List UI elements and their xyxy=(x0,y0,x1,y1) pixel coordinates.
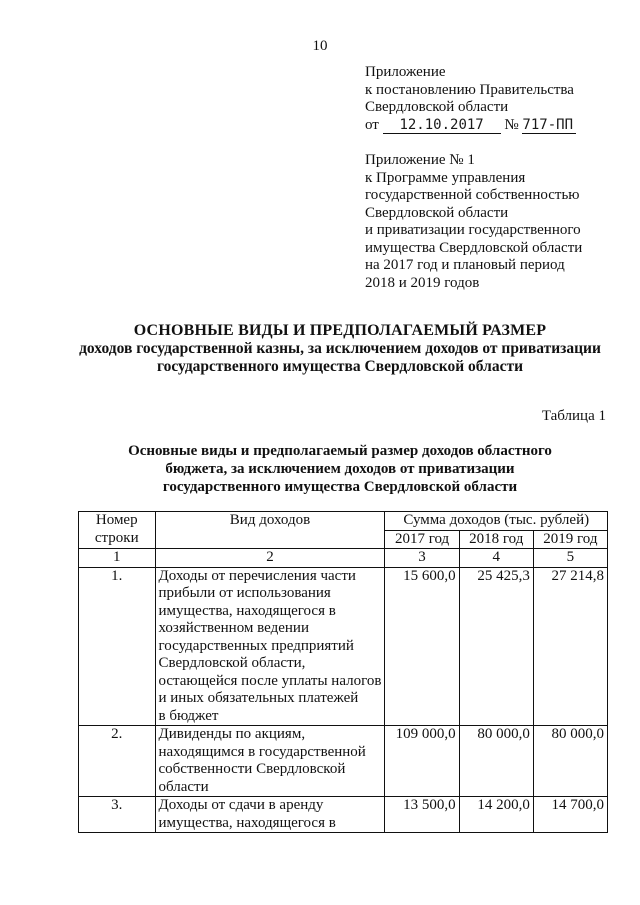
value-2018: 14 200,0 xyxy=(459,797,533,833)
header-kind: Вид доходов xyxy=(155,512,385,549)
column-index: 2 xyxy=(155,549,385,568)
column-index: 5 xyxy=(533,549,607,568)
program-appendix-line: на 2017 год и плановый период xyxy=(365,257,565,273)
main-title-line: доходов государственной казны, за исключением доходов от приватизации xyxy=(79,340,601,357)
value-2019: 14 700,0 xyxy=(533,797,607,833)
main-title-line: ОСНОВНЫЕ ВИДЫ И ПРЕДПОЛАГАЕМЫЙ РАЗМЕР xyxy=(133,322,547,339)
row-number: 1. xyxy=(79,567,156,726)
value-2017: 109 000,0 xyxy=(385,726,459,797)
column-index-row xyxy=(79,549,608,568)
value-2017: 13 500,0 xyxy=(385,797,459,833)
header-year: 2018 год xyxy=(459,530,533,549)
income-kind: Доходы от сдачи в аренду имущества, находящегося в xyxy=(155,797,385,833)
income-table xyxy=(78,511,608,833)
column-index: 4 xyxy=(459,549,533,568)
page-number: 10 xyxy=(312,38,328,54)
date-prefix: от xyxy=(365,116,379,133)
program-appendix xyxy=(365,152,582,292)
main-title xyxy=(40,322,640,376)
appendix-line: Приложение xyxy=(365,64,446,80)
program-appendix-line: 2018 и 2019 годов xyxy=(365,274,480,291)
table-title-line: государственного имущества Свердловской области xyxy=(162,479,518,495)
header-year: 2019 год xyxy=(533,530,607,549)
resolution-date-number xyxy=(365,117,576,135)
resolution-date: 12.10.2017 xyxy=(383,118,501,134)
income-kind: Доходы от перечисления части прибыли от использования имущества, находящегося в хозяйственном ведении государственных предприятий Свердловской области, остающейся после уплаты налогов и иных обязательных платежей в бюджет xyxy=(155,567,385,726)
table-label: Таблица 1 xyxy=(541,408,606,424)
resolution-number: 717-ПП xyxy=(522,118,576,134)
table-row xyxy=(79,726,608,797)
program-appendix-line: Приложение № 1 xyxy=(365,152,475,168)
program-appendix-line: к Программе управления xyxy=(365,169,526,186)
income-kind: Дивиденды по акциям, находящимся в государственной собственности Свердловской области xyxy=(155,726,385,797)
program-appendix-line: Свердловской области xyxy=(365,204,509,221)
column-index: 3 xyxy=(385,549,459,568)
program-appendix-line: имущества Свердловской области xyxy=(365,239,583,256)
header-sum: Сумма доходов (тыс. рублей) xyxy=(385,512,608,531)
table-header-row xyxy=(79,512,608,531)
table-row xyxy=(79,797,608,833)
program-appendix-line: и приватизации государственного xyxy=(365,222,581,238)
header-year: 2017 год xyxy=(385,530,459,549)
row-number: 2. xyxy=(79,726,156,797)
government-resolution-appendix xyxy=(365,64,576,134)
value-2017: 15 600,0 xyxy=(385,567,459,726)
value-2019: 27 214,8 xyxy=(533,567,607,726)
table-title xyxy=(40,442,640,496)
column-index: 1 xyxy=(79,549,156,568)
table-row xyxy=(79,567,608,726)
table-title-line: бюджета, за исключением доходов от приватизации xyxy=(165,461,515,477)
value-2018: 80 000,0 xyxy=(459,726,533,797)
appendix-line: к постановлению Правительства xyxy=(365,81,574,98)
value-2019: 80 000,0 xyxy=(533,726,607,797)
row-number: 3. xyxy=(79,797,156,833)
program-appendix-line: государственной собственностью xyxy=(365,187,580,203)
appendix-line: Свердловской области xyxy=(365,99,509,115)
value-2018: 25 425,3 xyxy=(459,567,533,726)
header-row-number: Номер строки xyxy=(79,512,156,549)
main-title-line: государственного имущества Свердловской области xyxy=(156,358,524,375)
number-prefix: № xyxy=(504,116,519,133)
table-title-line: Основные виды и предполагаемый размер доходов областного xyxy=(128,443,552,459)
